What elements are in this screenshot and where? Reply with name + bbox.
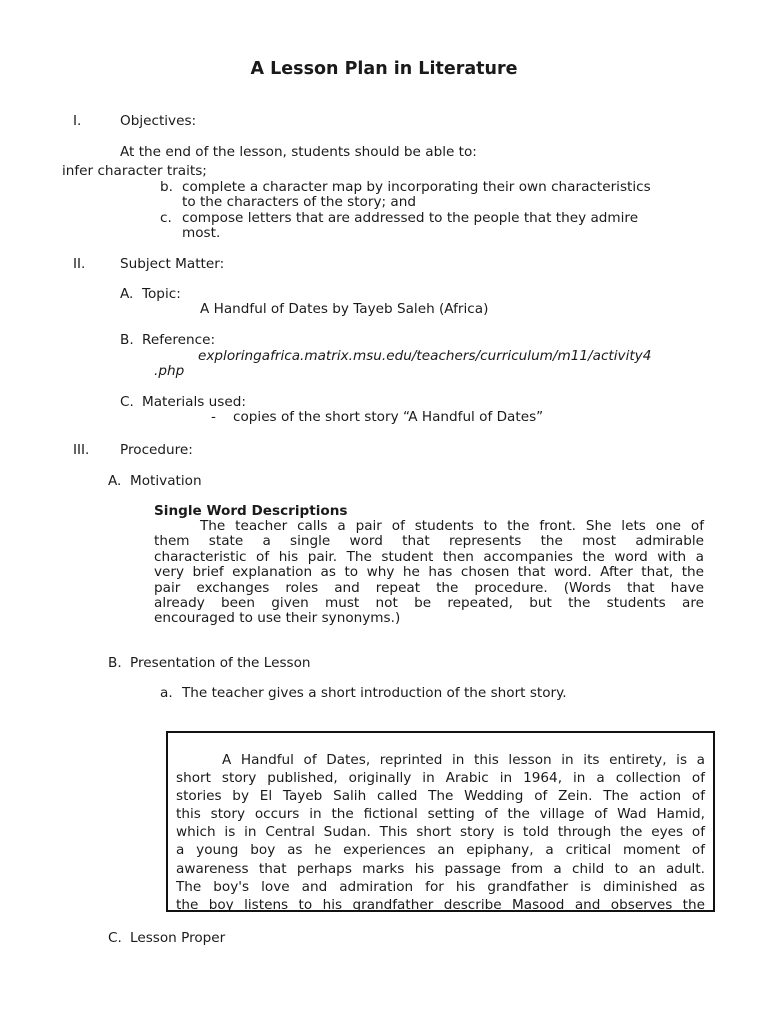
synopsis-line: the boy listens to his grandfather describe Masood and observes the [176, 896, 705, 913]
objective-item-a: infer character traits; [62, 163, 207, 179]
synopsis-line: a young boy as he experiences an epiphany, a critical moment of [176, 842, 705, 859]
presentation-label: Presentation of the Lesson [130, 655, 311, 671]
activity-line: them state a single word that represents the most admirable [154, 533, 704, 549]
lesson-proper-marker: C. [108, 930, 122, 946]
synopsis-line: short story published, originally in Arabic in 1964, in a collection of [176, 770, 705, 787]
activity-line: already been given must not be repeated, but the students are [154, 595, 704, 611]
activity-line: pair exchanges roles and repeat the procedure. (Words that have [154, 580, 704, 596]
objective-item-c-line2: most. [182, 225, 221, 241]
synopsis-line: awareness that perhaps marks his passage from a child to an adult. [176, 860, 705, 877]
objectives-intro: At the end of the lesson, students should be able to: [120, 144, 477, 160]
objective-item-b-line2: to the characters of the story; and [182, 194, 416, 210]
synopsis-line: A Handful of Dates, reprinted in this lesson in its entirety, is a [222, 752, 705, 768]
activity-line: The teacher calls a pair of students to the front. She lets one of [200, 518, 704, 534]
section-numeral-procedure: III. [73, 442, 90, 458]
section-heading-subject-matter: Subject Matter: [120, 256, 225, 272]
section-heading-objectives: Objectives: [120, 113, 197, 129]
objective-item-b-marker: b. [160, 179, 173, 195]
objective-item-c-line1: compose letters that are addressed to the people that they admire [182, 210, 639, 226]
materials-dash: - [211, 409, 216, 425]
story-synopsis-text [176, 751, 705, 914]
objective-item-b-line1: complete a character map by incorporating their own characteristics [182, 179, 651, 195]
section-numeral-objectives: I. [73, 113, 82, 129]
materials-label: Materials used: [142, 394, 246, 410]
activity-line: very brief explanation as to why he has chosen that word. After that, the [154, 564, 704, 580]
topic-label: Topic: [142, 286, 181, 302]
section-numeral-subject-matter: II. [73, 256, 86, 272]
presentation-marker: B. [108, 655, 122, 671]
topic-value: A Handful of Dates by Tayeb Saleh (Africa) [200, 301, 489, 317]
materials-marker: C. [120, 394, 134, 410]
topic-marker: A. [120, 286, 134, 302]
reference-url-line2: .php [154, 363, 185, 379]
synopsis-line: The boy's love and admiration for his grandfather is diminished as [176, 878, 705, 895]
synopsis-line: this story occurs in the fictional setting of the village of Wad Hamid, [176, 806, 705, 823]
reference-marker: B. [120, 332, 134, 348]
activity-title: Single Word Descriptions [154, 503, 348, 519]
reference-url-line1: exploringafrica.matrix.msu.edu/teachers/curriculum/m11/activity4 [198, 348, 652, 364]
lesson-proper-label: Lesson Proper [130, 930, 226, 946]
reference-label: Reference: [142, 332, 216, 348]
presentation-a-marker: a. [160, 685, 173, 701]
materials-item: copies of the short story “A Handful of Dates” [233, 409, 544, 425]
objective-item-c-marker: c. [160, 210, 172, 226]
motivation-marker: A. [108, 473, 122, 489]
motivation-label: Motivation [130, 473, 202, 489]
synopsis-line: stories by El Tayeb Salih called The Wedding of Zein. The action of [176, 788, 705, 805]
activity-line: encouraged to use their synonyms.) [154, 610, 401, 626]
page-title: A Lesson Plan in Literature [250, 59, 518, 79]
activity-line: characteristic of his pair. The student then accompanies the word with a [154, 549, 704, 565]
section-heading-procedure: Procedure: [120, 442, 193, 458]
synopsis-line: which is in Central Sudan. This short story is told through the eyes of [176, 824, 705, 841]
presentation-a-text: The teacher gives a short introduction of the short story. [182, 685, 567, 701]
